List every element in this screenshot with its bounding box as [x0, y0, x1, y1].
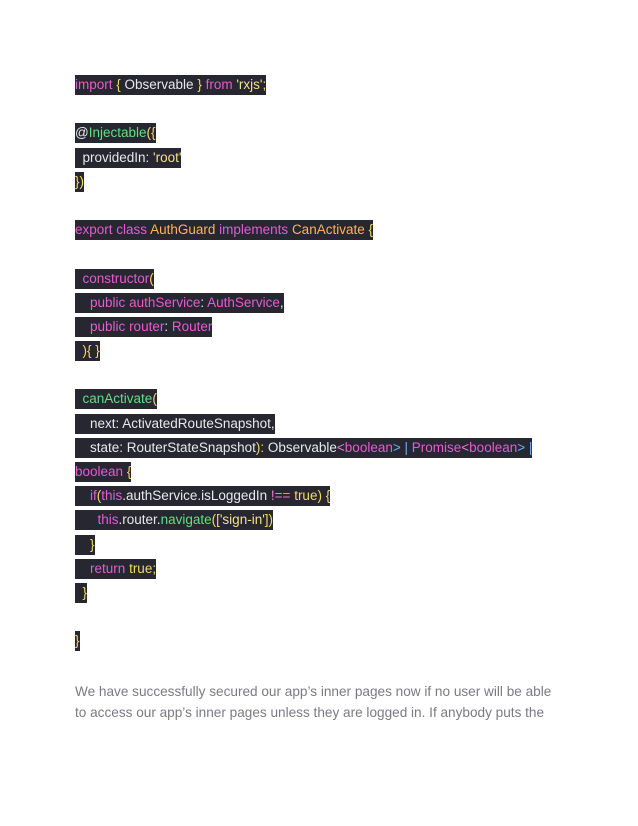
code-token: if [90, 488, 97, 504]
code-line-text [75, 414, 275, 434]
code-token: ( [149, 270, 154, 286]
code-token: ): [255, 439, 268, 455]
code-token: Injectable [88, 125, 147, 141]
code-line [75, 557, 575, 581]
code-line [75, 97, 575, 121]
code-token: { [364, 222, 373, 238]
code-token: Router [171, 318, 213, 334]
code-token: class [116, 222, 148, 238]
code-line [75, 387, 575, 411]
code-token: : [200, 294, 208, 310]
code-token: { [112, 77, 125, 92]
code-line-text [75, 123, 156, 143]
code-token: public [90, 294, 126, 310]
code-line [75, 315, 575, 339]
code-line-text [75, 486, 330, 506]
code-token: providedIn: [75, 149, 154, 165]
code-token: 'rxjs' [236, 77, 263, 92]
code-token: 'root' [153, 149, 182, 165]
code-token: import [75, 77, 113, 92]
code-token: } [193, 77, 206, 92]
code-token: < [336, 439, 345, 455]
code-line [75, 460, 575, 484]
code-line [75, 242, 575, 266]
code-token: 'sign-in' [219, 512, 265, 528]
code-token: < [461, 439, 470, 455]
code-token: implements [219, 222, 289, 238]
code-token: !== [270, 488, 291, 504]
code-token: true [129, 560, 153, 576]
code-line-text [75, 341, 100, 361]
code-token: @ [75, 125, 89, 141]
code-line [75, 170, 575, 194]
code-token: router [129, 318, 165, 334]
body-text [75, 682, 565, 723]
code-token [75, 512, 98, 527]
code-token: ( [96, 488, 102, 504]
code-line [75, 218, 575, 242]
code-line-text [75, 148, 181, 168]
code-token: constructor [82, 270, 150, 286]
code-token: }) [75, 173, 85, 189]
code-token: return [90, 560, 126, 576]
code-token [75, 561, 90, 576]
code-token: ) { [317, 488, 331, 504]
code-line-text [75, 269, 154, 289]
code-line [75, 508, 575, 532]
code-line [75, 73, 575, 97]
code-token: boolean [344, 439, 393, 455]
code-line [75, 146, 575, 170]
code-token: ]) [264, 512, 274, 528]
code-token: AuthGuard [150, 222, 216, 238]
code-line-text [75, 389, 157, 409]
code-line [75, 267, 575, 291]
code-token [75, 488, 90, 503]
code-token: { [123, 464, 132, 479]
code-line [75, 291, 575, 315]
code-line-text [75, 583, 87, 603]
code-token: ([ [211, 512, 220, 528]
code-token: this [101, 488, 123, 504]
code-token: navigate [160, 512, 212, 528]
code-token: boolean [469, 439, 518, 455]
code-line [75, 629, 575, 653]
code-token: ){ } [75, 343, 100, 359]
code-token: authService [129, 294, 201, 310]
code-line [75, 533, 575, 557]
code-line-text [75, 559, 156, 579]
code-line-text [75, 75, 266, 95]
code-token: ; [262, 77, 267, 92]
code-line [75, 484, 575, 508]
code-token: from [205, 77, 233, 92]
code-line-text [75, 293, 284, 313]
code-token: > | [517, 439, 533, 455]
code-token: AuthService [207, 294, 280, 310]
code-token: ({ [146, 125, 156, 141]
code-line [75, 121, 575, 145]
code-line-text [75, 462, 131, 482]
code-token: export [75, 222, 113, 238]
code-line-text [75, 631, 80, 651]
code-token: } [75, 633, 80, 649]
code-token: } [75, 536, 95, 552]
code-token: .authService.isLoggedIn [122, 488, 271, 504]
code-token: .router. [118, 512, 161, 528]
code-token: next: ActivatedRouteSnapshot, [75, 415, 275, 431]
code-token: Promise [411, 439, 462, 455]
code-line [75, 339, 575, 363]
code-line [75, 605, 575, 629]
code-token: this [97, 512, 119, 528]
code-token [75, 295, 90, 310]
code-token: } [75, 584, 88, 600]
code-line-text [75, 535, 95, 555]
code-token: : [164, 318, 172, 334]
code-token: state: RouterStateSnapshot [75, 439, 256, 455]
code-token: ( [152, 391, 157, 407]
code-line-text [75, 172, 84, 192]
code-token: , [279, 294, 284, 310]
code-line [75, 363, 575, 387]
code-token [75, 271, 83, 286]
code-token: true [294, 488, 318, 504]
code-token: Observable [124, 77, 194, 92]
code-line [75, 436, 575, 460]
code-token [75, 391, 83, 406]
code-snippet [75, 73, 575, 654]
code-token: Observable [267, 439, 337, 455]
code-token [75, 319, 90, 334]
code-line [75, 194, 575, 218]
paragraph: We have successfully secured our app’s inner pages now if no user will be able to access our app’s inner pages unless they are logged in. If anybody puts the [75, 684, 552, 720]
code-token: > | [392, 439, 412, 455]
code-line-text [75, 438, 532, 458]
code-token: canActivate [82, 391, 153, 407]
code-token: CanActivate [291, 222, 365, 238]
code-line-text [75, 317, 212, 337]
code-token: public [90, 318, 126, 334]
code-line [75, 581, 575, 605]
code-line-text [75, 220, 373, 240]
code-token: boolean [75, 464, 124, 479]
code-token: ; [152, 560, 157, 576]
code-line-text [75, 510, 273, 530]
code-line [75, 412, 575, 436]
